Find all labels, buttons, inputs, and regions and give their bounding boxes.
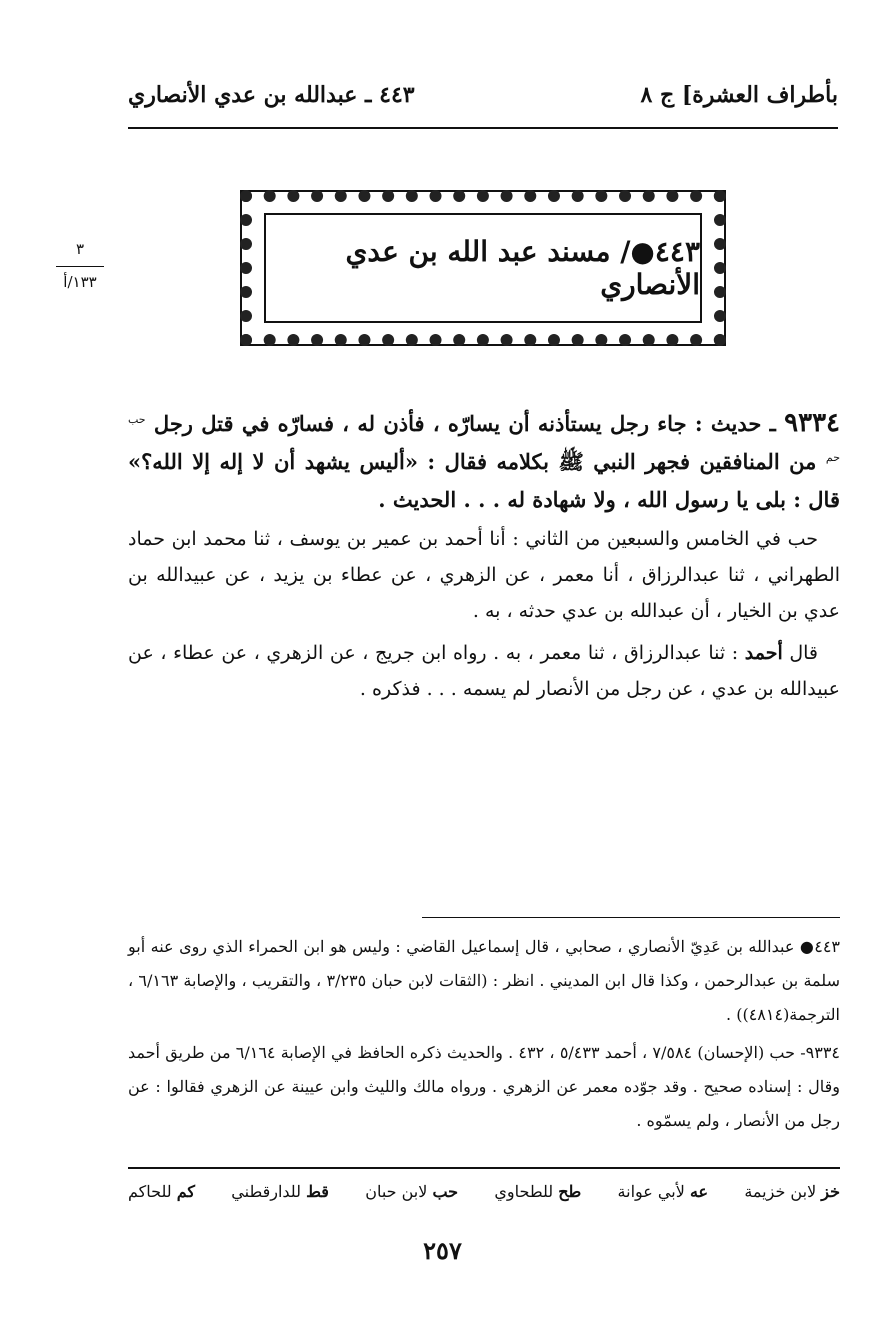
abbreviation-item: كم للحاكم <box>128 1182 195 1201</box>
header-chapter-title: ٤٤٣ ـ عبدالله بن عدي الأنصاري <box>128 82 415 108</box>
abbreviation-item: عه لأبي عوانة <box>617 1182 709 1201</box>
footnote-narrator: ٤٤٣● عبدالله بن عَدِيّ الأنصاري ، صحابي ، قال إسماعيل القاضي : وليس هو ابن الحمراء الذي روى عنه أبو سلمة بن عبدالرحمن ، وكذا قال ابن المديني . انظر : (الثقات لابن حبان ٣/٢٣٥ ، والتقريب ، والإصابة ٦/١٦٣ ، الترجمة(٤٨١٤)) . <box>128 937 841 1024</box>
abbreviation-item: حب لابن حبان <box>365 1182 459 1201</box>
section-title-text: ٤٤٣●/ مسند عبد الله بن عدي الأنصاري <box>345 235 700 301</box>
margin-manuscript-note <box>52 240 108 291</box>
hadith-number: ٩٣٣٤ <box>784 408 841 438</box>
footnote-hadith: ٩٣٣٤- حب (الإحسان) ٧/٥٨٤ ، أحمد ٥/٤٣٣ ، ٤٣٢ . والحديث ذكره الحافظ في الإصابة ٦/١٦٤ من طريق أحمد وقال : إسناده صحيح . وقد جوّده معمر عن الزهري . ورواه مالك والليث وابن عيينة عن الزهري فقالوا : عن رجل من الأنصار ، ولم يسمّوه . <box>128 1043 841 1130</box>
footnote-separator <box>422 917 840 918</box>
abbreviation-item: طح للطحاوي <box>494 1182 582 1201</box>
isnad-source-name: أحمد <box>744 642 783 664</box>
header-rule <box>128 127 838 129</box>
abbreviations-key <box>128 1182 840 1201</box>
running-header <box>128 76 838 120</box>
footnotes <box>128 930 840 1138</box>
page-number: ٢٥٧ <box>423 1236 462 1265</box>
hadith-source-superscript: حب حم <box>128 413 841 464</box>
margin-note-folio: ١٣٣/أ <box>63 273 97 291</box>
section-title <box>264 213 702 323</box>
main-text <box>128 404 840 707</box>
isnad-paragraph-ahmad <box>128 635 840 707</box>
hadith-line-1: ـ حديث : جاء رجل يستأذنه أن يسارّه ، فأذن له ، فسارّه في قتل رجل <box>153 411 776 436</box>
margin-note-number: ٣ <box>75 240 85 258</box>
hadith-line-2: من المنافقين فجهر النبي ﷺ بكلامه فقال : «أليس يشهد أن لا إله إلا الله؟» <box>128 449 817 474</box>
abbreviation-item: خز لابن خزيمة <box>744 1182 840 1201</box>
isnad-lead-word: قال <box>789 642 819 664</box>
hadith-paragraph <box>128 404 840 519</box>
hadith-line-3: قال : بلى يا رسول الله ، ولا شهادة له . . . الحديث . <box>378 487 840 512</box>
isnad-rest: : ثنا عبدالرزاق ، ثنا معمر ، به . رواه ابن جريج ، عن الزهري ، عن عطاء ، عن عبيدالله بن عدي ، عن رجل من الأنصار لم يسمه . . . فذكره . <box>128 642 840 700</box>
abbreviations-rule <box>128 1167 840 1169</box>
margin-note-divider <box>56 266 104 267</box>
header-book-volume: بأطراف العشرة] ج ٨ <box>640 82 838 108</box>
isnad-paragraph-hibban: حب في الخامس والسبعين من الثاني : أنا أحمد بن عمير بن يوسف ، ثنا محمد ابن حماد الطهراني ، ثنا عبدالرزاق ، أنا معمر ، عن الزهري ، عن عطاء بن يزيد ، عن عبيدالله بن عدي بن الخيار ، أن عبدالله بن عدي حدثه ، به . <box>128 528 840 622</box>
abbreviation-item: قط للدارقطني <box>231 1182 329 1201</box>
